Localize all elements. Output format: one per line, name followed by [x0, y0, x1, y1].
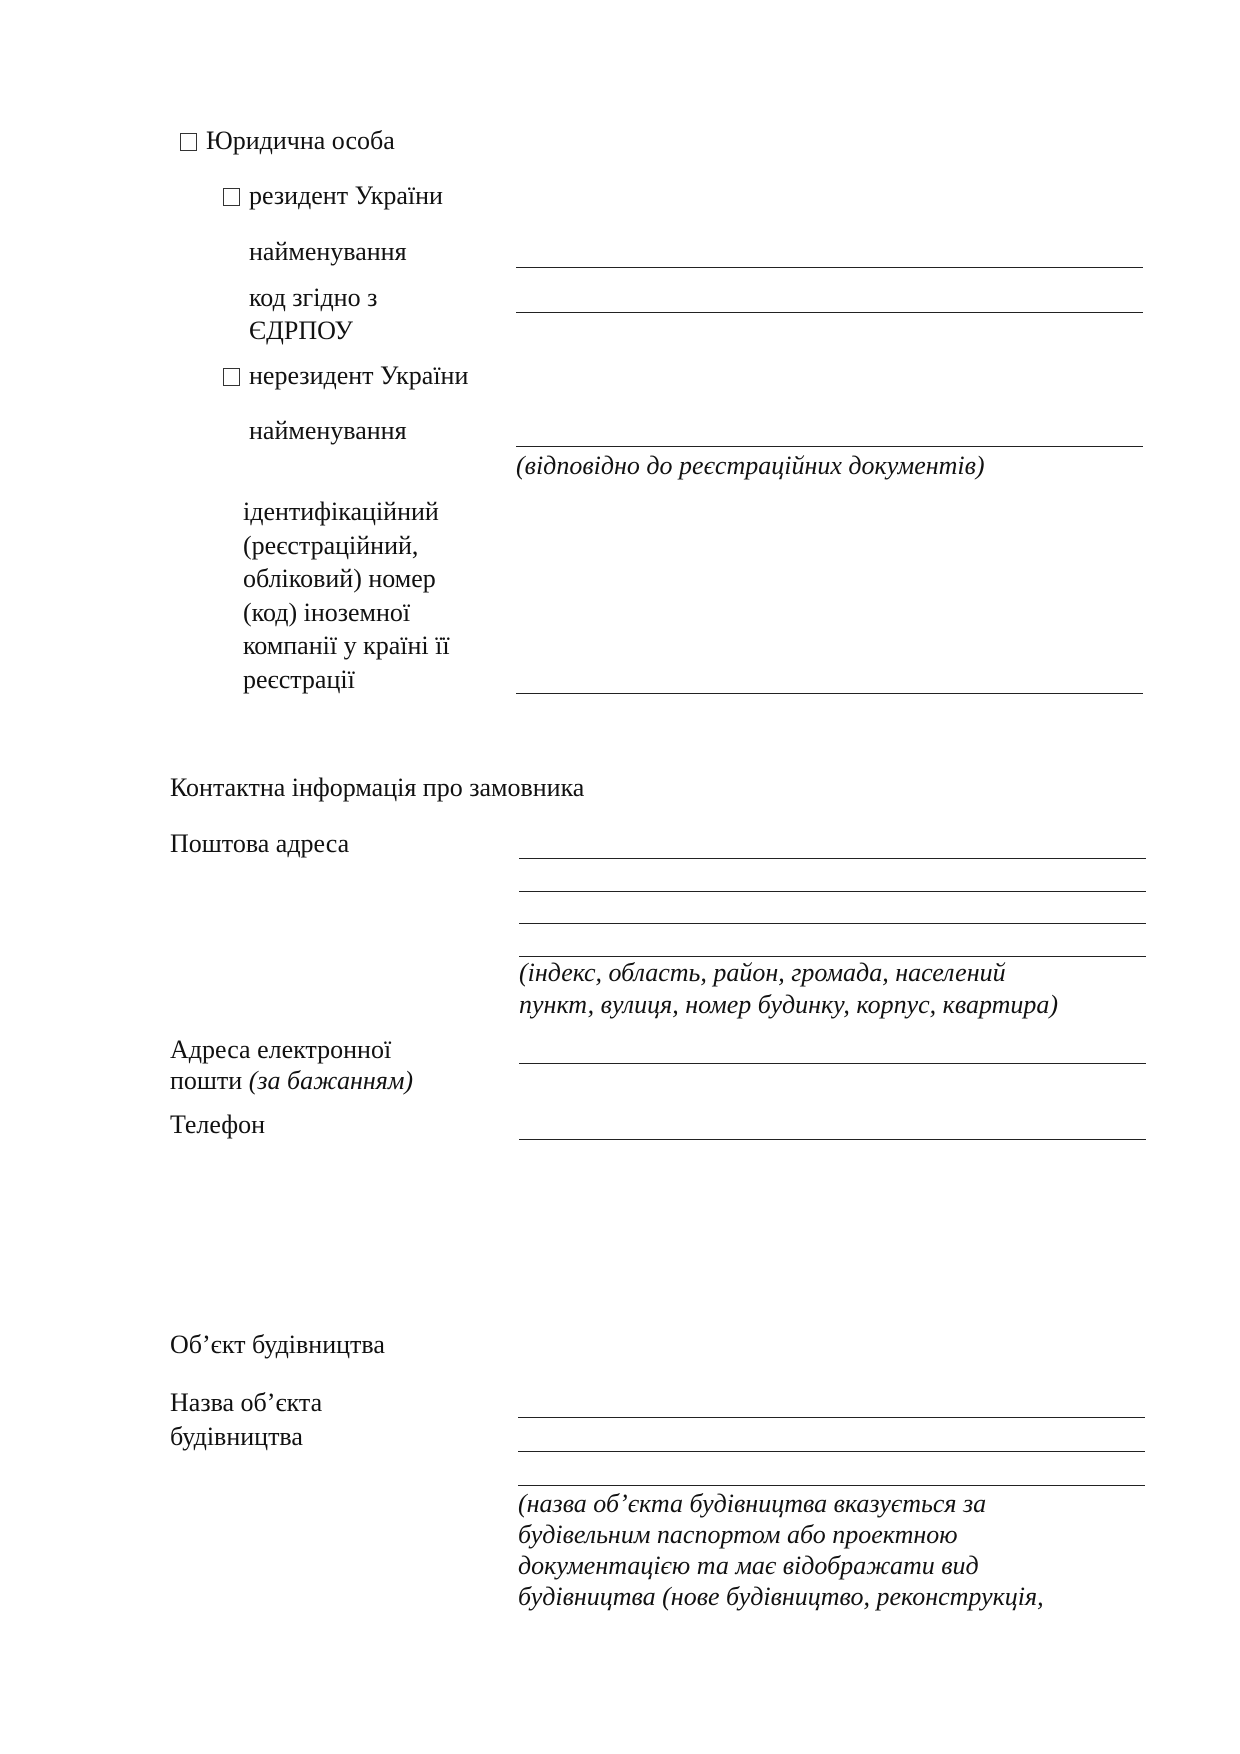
nonresident-id-label-line: ідентифікаційний: [243, 497, 439, 526]
object-name-label-2: будівництва: [170, 1422, 303, 1451]
object-name-field-3[interactable]: [518, 1485, 1145, 1486]
email-optional-note: (за бажанням): [248, 1066, 414, 1095]
resident-code-field[interactable]: [516, 312, 1143, 313]
email-field[interactable]: [519, 1063, 1146, 1064]
resident-checkbox[interactable]: [223, 188, 240, 206]
nonresident-id-label: [243, 495, 450, 696]
resident-code-label-1: код згідно з: [249, 283, 378, 312]
email-label-2: [170, 1066, 413, 1096]
object-name-field-2[interactable]: [518, 1451, 1145, 1452]
nonresident-id-label-line: (код) іноземної: [243, 597, 411, 627]
nonresident-id-label-line: компанії у країні її: [243, 631, 450, 660]
resident-label: резидент України: [249, 181, 443, 210]
object-name-hint-line: будівельним паспортом або проектною: [518, 1520, 958, 1549]
nonresident-id-label-line: (реєстраційний,: [243, 530, 419, 560]
email-label-text: пошти: [170, 1066, 243, 1095]
object-name-hint-line: документацією та має відображати вид: [518, 1551, 979, 1580]
contact-section-title: Контактна інформація про замовника: [170, 773, 585, 802]
email-label-1: Адреса електронної: [170, 1035, 392, 1064]
nonresident-id-label-line: реєстрації: [243, 664, 355, 694]
nonresident-name-hint: (відповідно до реєстраційних документів): [516, 451, 985, 480]
nonresident-id-field[interactable]: [516, 693, 1143, 694]
legal-entity-label: Юридична особа: [206, 126, 395, 155]
postal-address-field-3[interactable]: [519, 923, 1146, 924]
object-section-title: Об’єкт будівництва: [170, 1330, 385, 1359]
postal-address-hint-2: пункт, вулиця, номер будинку, корпус, квартира): [519, 990, 1059, 1019]
nonresident-checkbox[interactable]: [223, 368, 240, 386]
nonresident-name-label: найменування: [249, 416, 407, 445]
postal-address-hint-1: (індекс, область, район, громада, населений: [519, 958, 1006, 987]
object-name-field-1[interactable]: [518, 1417, 1145, 1418]
resident-name-label: найменування: [249, 237, 407, 266]
object-name-hint-line: (назва об’єкта будівництва вказується за: [518, 1489, 987, 1518]
phone-label: Телефон: [170, 1110, 266, 1139]
nonresident-name-field[interactable]: [516, 446, 1143, 447]
nonresident-id-label-line: обліковий) номер: [243, 564, 436, 593]
object-name-hint: [518, 1488, 1044, 1612]
postal-address-label: Поштова адреса: [170, 829, 350, 858]
phone-field[interactable]: [519, 1139, 1146, 1140]
resident-name-field[interactable]: [516, 267, 1143, 268]
legal-entity-checkbox[interactable]: [180, 133, 197, 151]
postal-address-field-2[interactable]: [519, 891, 1146, 892]
postal-address-field-4[interactable]: [519, 956, 1146, 957]
object-name-label-1: Назва об’єкта: [170, 1388, 323, 1417]
nonresident-label: нерезидент України: [249, 361, 469, 390]
resident-code-label-2: ЄДРПОУ: [249, 316, 353, 345]
postal-address-field-1[interactable]: [519, 858, 1146, 859]
object-name-hint-line: будівництва (нове будівництво, реконструкція,: [518, 1582, 1044, 1611]
